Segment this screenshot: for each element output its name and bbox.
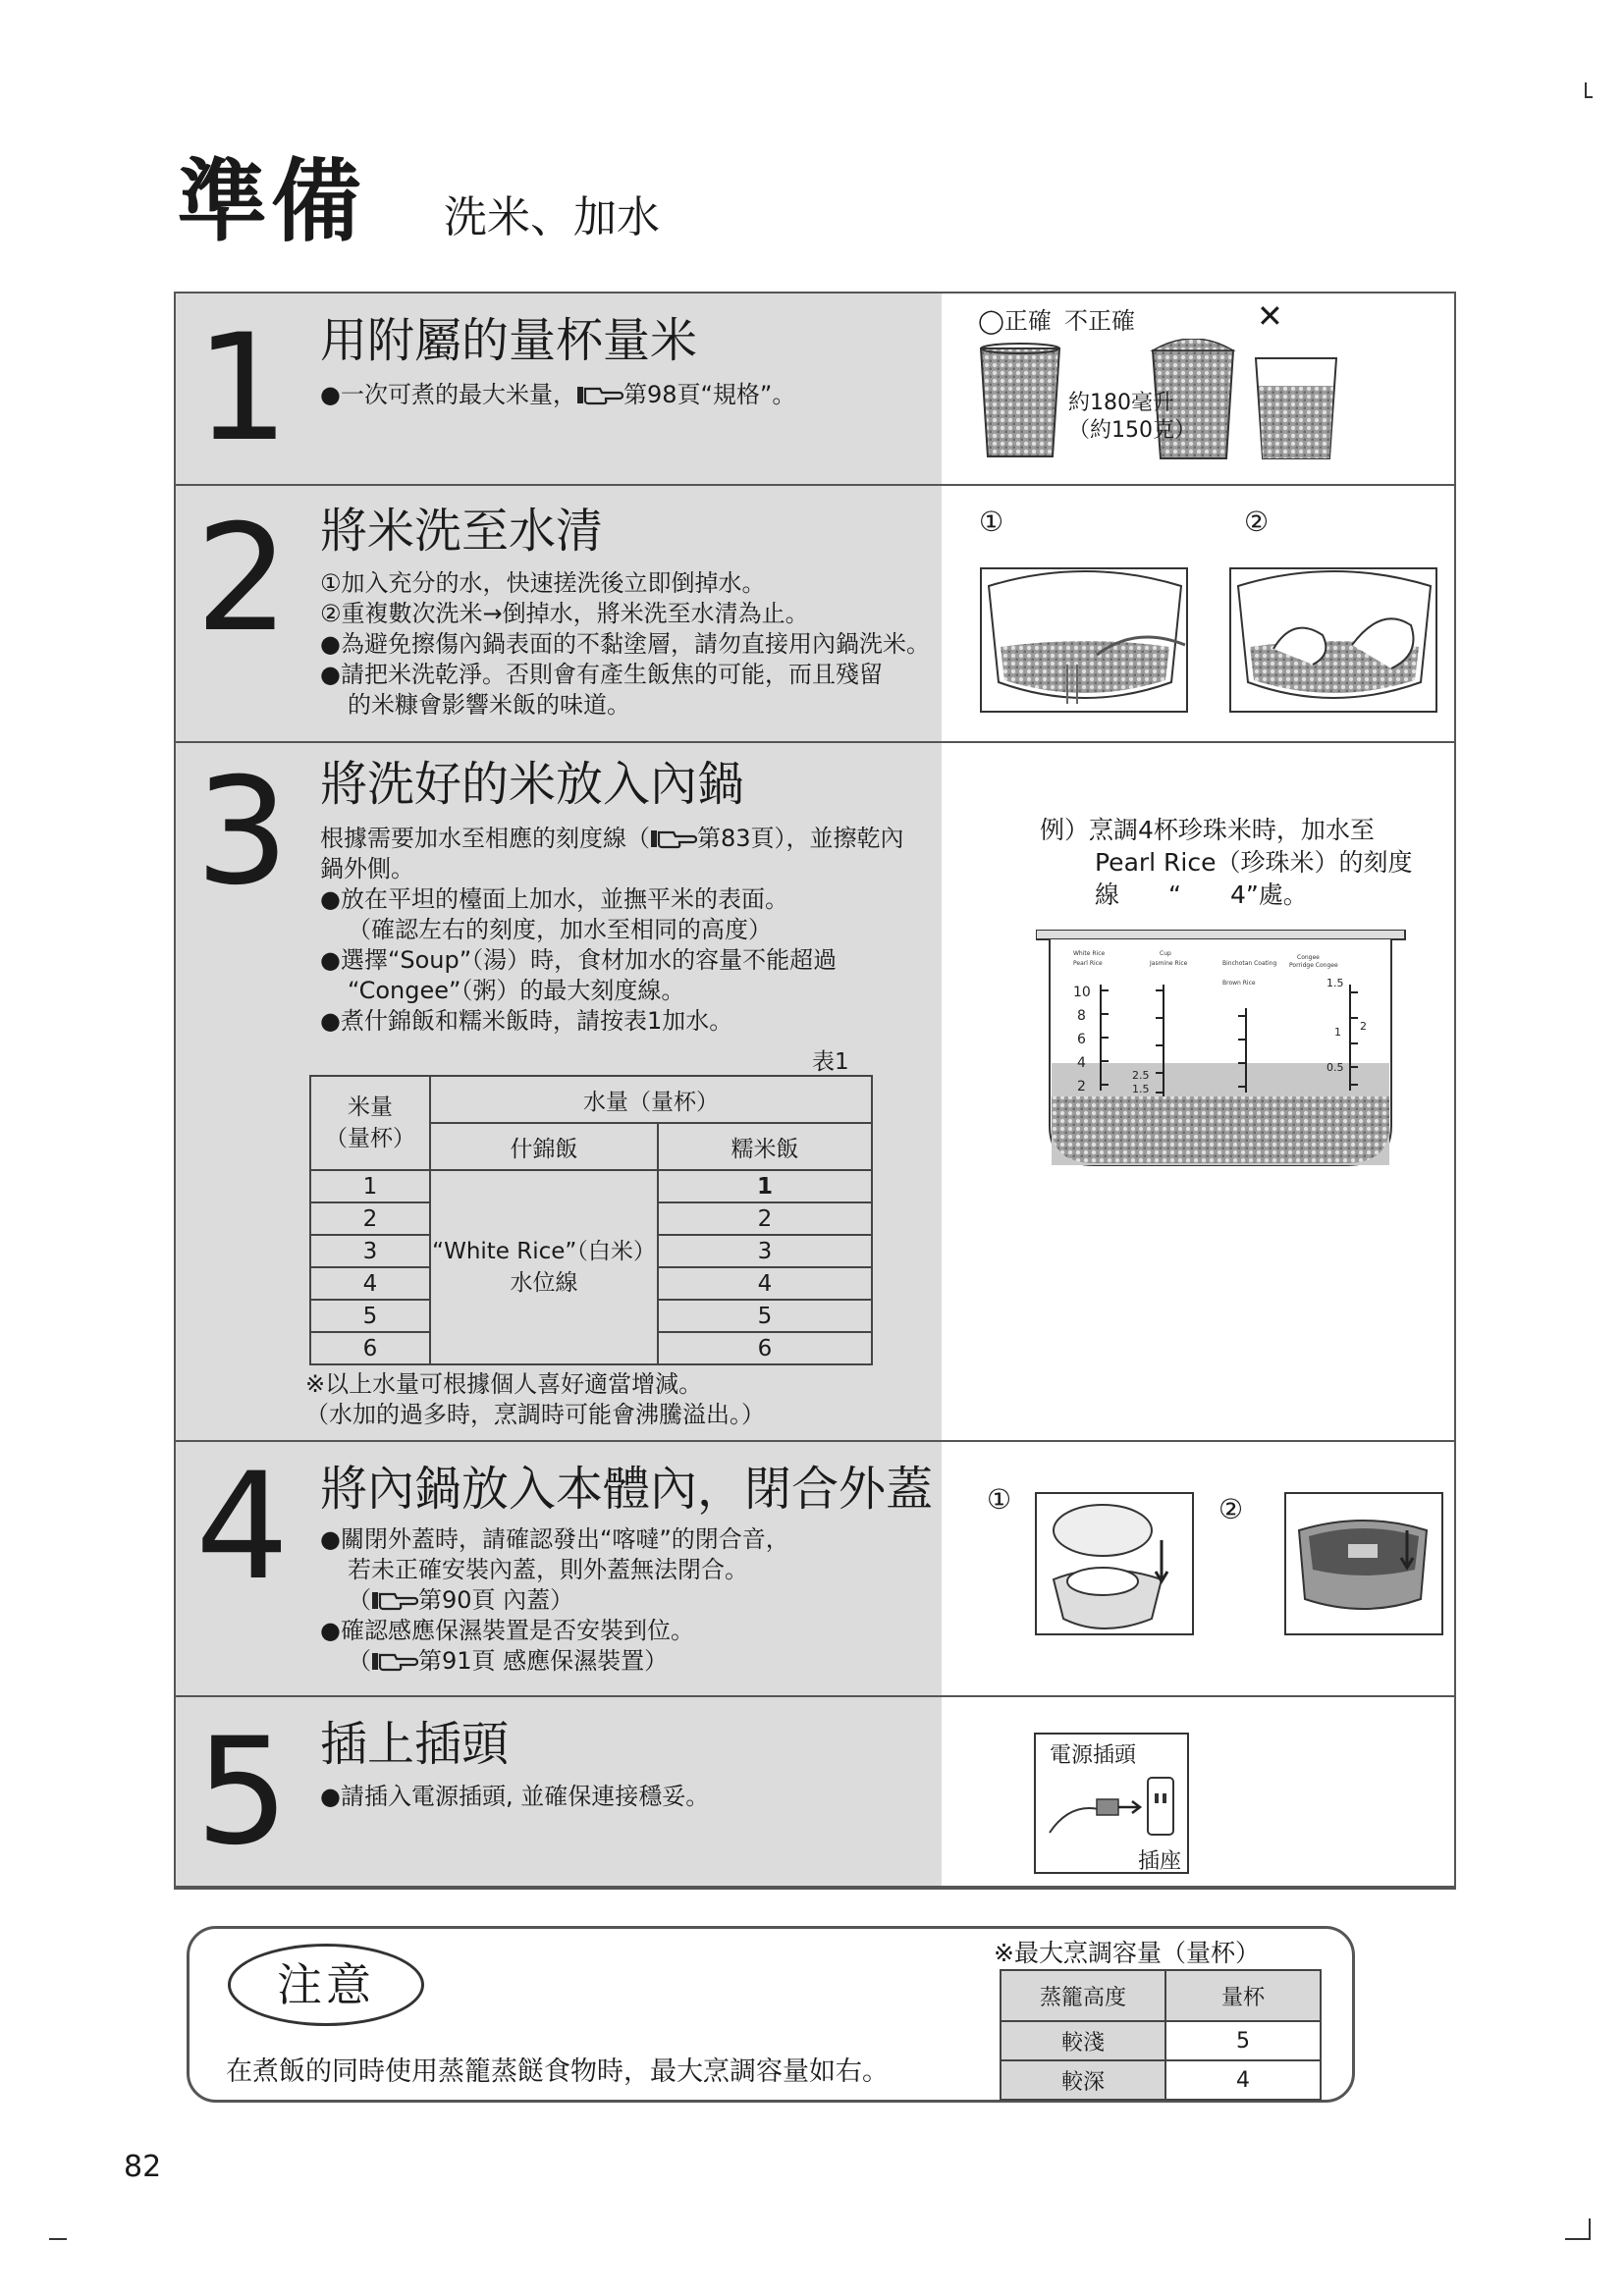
capacity-table (1000, 1969, 1322, 2101)
capacity-cell: 5 (1165, 2021, 1321, 2060)
step-number: 4 (195, 1442, 290, 1613)
scale-label: Porridge Congee (1289, 962, 1338, 969)
scale-label: Congee (1297, 954, 1320, 961)
pointing-hand-icon (371, 1586, 418, 1614)
body-line: 的米糠會影響米飯的味道。 (348, 691, 630, 719)
example-line: 線 “ 4”處。 (1095, 881, 1308, 909)
table-cell: 4 (310, 1267, 430, 1300)
scale-tick: 0.5 (1326, 1061, 1344, 1074)
table-cell: 5 (658, 1300, 872, 1332)
volume-note (1068, 390, 1196, 445)
body-line (320, 1585, 789, 1616)
table-cell: 2 (310, 1202, 430, 1235)
capacity-cell: 較深 (1001, 2060, 1165, 2100)
body-line: ●請插入電源插頭, 並確保連接穩妥。 (320, 1783, 710, 1810)
body-text: 第91頁 感應保濕裝置） (418, 1647, 669, 1675)
correct-label: ◯正確 (978, 307, 1052, 335)
rice-cup-illustration (976, 339, 1447, 476)
scale-label: Cup (1160, 950, 1171, 957)
body-text: 根據需要加水至相應的刻度線（ (320, 825, 650, 852)
scale-tick: 2 (1077, 1079, 1086, 1095)
table-cell: 6 (658, 1332, 872, 1364)
step-heading: 將米洗至水清 (320, 504, 604, 559)
table-caption: 表1 (812, 1049, 849, 1075)
step-5-section (176, 1697, 1454, 1888)
volume-line: （約150克） (1068, 418, 1196, 443)
body-line: 鍋外側。 (320, 855, 414, 882)
capacity-cell: 4 (1165, 2060, 1321, 2100)
scale-tick: 6 (1077, 1032, 1086, 1047)
socket-label: 插座 (1138, 1849, 1182, 1874)
capacity-header: 量杯 (1165, 1970, 1321, 2021)
table-cell: 1 (658, 1170, 872, 1202)
step-heading: 將洗好的米放入內鍋 (320, 757, 745, 812)
closing-lid-illustration (1034, 1491, 1446, 1638)
scale-label: Jasmine Rice (1150, 960, 1188, 967)
scale-tick: 2.5 (1132, 1069, 1150, 1082)
step-2-body (320, 568, 930, 721)
step-heading: 用附屬的量杯量米 (320, 313, 698, 368)
step-marker: ② (1218, 1493, 1244, 1525)
page-subtitle: 洗米、加水 (444, 192, 660, 242)
body-line: ●放在平坦的檯面上加水，並撫平米的表面。 (320, 885, 788, 913)
table-cell: 4 (658, 1267, 872, 1300)
capacity-table-title: ※最大烹調容量（量杯） (994, 1939, 1260, 1967)
body-line (320, 1646, 789, 1677)
step-4-body (320, 1524, 789, 1677)
body-text: 第83頁），並擦乾內 (697, 825, 904, 852)
measuring-cup-figure (976, 297, 1447, 478)
pointing-hand-icon (576, 381, 623, 408)
scale-tick: 4 (1077, 1055, 1086, 1071)
merged-line: “White Rice”（白米） (432, 1239, 656, 1264)
glutinous-rice-header: 糯米飯 (658, 1123, 872, 1170)
incorrect-label: 不正確 (1064, 307, 1135, 335)
merged-line: 水位線 (510, 1270, 578, 1296)
body-line: ●煮什錦飯和糯米飯時，請按表1加水。 (320, 1007, 733, 1035)
body-line: ●關閉外蓋時，請確認發出“喀噠”的閉合音， (320, 1525, 789, 1553)
body-line: “Congee”（粥）的最大刻度線。 (348, 977, 685, 1004)
body-line: ●選擇“Soup”（湯）時，食材加水的容量不能超過 (320, 946, 838, 974)
plug-and-socket-icon (1040, 1764, 1187, 1842)
plug-figure (1034, 1733, 1189, 1874)
capacity-cell: 較淺 (1001, 2021, 1165, 2060)
scale-label: Pearl Rice (1073, 960, 1103, 967)
step-1-section (176, 294, 1454, 486)
capacity-header: 蒸籠高度 (1001, 1970, 1165, 2021)
rice-amount-header: 米量 （量杯） (310, 1076, 430, 1170)
body-line: ●確認感應保濕裝置是否安裝到位。 (320, 1617, 694, 1644)
pointing-hand-icon (371, 1647, 418, 1675)
scale-tick: 1.5 (1132, 1083, 1150, 1095)
body-text: 一次可煮的最大米量， (340, 381, 576, 408)
step-heading: 插上插頭 (320, 1717, 510, 1772)
example-note (1040, 814, 1413, 911)
caution-label: 注意 (228, 1944, 424, 2026)
step-heading: 將內鍋放入本體內，閉合外蓋 (320, 1462, 934, 1517)
water-amount-header: 水量（量杯） (430, 1076, 872, 1123)
step-number: 3 (195, 747, 290, 918)
body-line: （確認左右的刻度，加水至相同的高度） (348, 916, 772, 943)
caution-text: 在煮飯的同時使用蒸籠蒸餸食物時，最大烹調容量如右。 (226, 2056, 889, 2087)
step-3-section (176, 743, 1454, 1442)
table-notes (305, 1369, 765, 1430)
scale-label: Binchotan Coating (1222, 960, 1277, 967)
body-text: 第98頁“規格”。 (623, 381, 796, 408)
bullet: ● (320, 381, 341, 408)
example-line: 例）烹調4杯珍珠米時，加水至 (1040, 816, 1375, 844)
scale-tick: 1 (1334, 1026, 1341, 1039)
step-marker: ① (979, 506, 1004, 538)
note-line: （水加的過多時，烹調時可能會沸騰溢出。） (305, 1401, 765, 1428)
scale-tick: 1.5 (1326, 977, 1344, 989)
step-marker: ① (987, 1483, 1012, 1516)
incorrect-mark: ✕ (1257, 297, 1283, 335)
volume-line: 約180毫升 (1068, 391, 1174, 415)
step-marker: ② (1244, 506, 1270, 538)
mixed-rice-header: 什錦飯 (430, 1123, 658, 1170)
washing-rice-illustration (979, 566, 1440, 714)
step-3-body (320, 824, 904, 1037)
scale-label: White Rice (1073, 950, 1106, 957)
crop-mark (1585, 96, 1593, 98)
pointing-hand-icon (650, 825, 697, 852)
table-cell: 6 (310, 1332, 430, 1364)
table-cell: 1 (310, 1170, 430, 1202)
crop-mark (1565, 2238, 1591, 2240)
crop-mark (1589, 2218, 1591, 2240)
table-cell: 5 (310, 1300, 430, 1332)
crop-mark (49, 2238, 67, 2240)
table-cell: 3 (658, 1235, 872, 1267)
body-line: ●為避免擦傷內鍋表面的不黏塗層，請勿直接用內鍋洗米。 (320, 630, 930, 658)
scale-label: Brown Rice (1222, 980, 1256, 987)
white-rice-merged-cell (430, 1170, 658, 1364)
scale-tick: 2 (1360, 1020, 1367, 1033)
body-text: （ (348, 1647, 371, 1675)
body-text: 第90頁 內蓋） (418, 1586, 574, 1614)
body-line: 若未正確安裝內蓋，則外蓋無法閉合。 (348, 1556, 748, 1583)
scale-tick: 10 (1073, 985, 1091, 1000)
page-number: 82 (124, 2150, 162, 2184)
step-number: 2 (195, 494, 290, 665)
step-number: 5 (195, 1707, 290, 1878)
table-cell: 2 (658, 1202, 872, 1235)
plug-label: 電源插頭 (1050, 1743, 1137, 1768)
note-line: ※以上水量可根據個人喜好適當增減。 (305, 1370, 703, 1398)
body-text: （ (348, 1586, 371, 1614)
example-line: Pearl Rice（珍珠米）的刻度 (1095, 848, 1413, 877)
table-cell: 3 (310, 1235, 430, 1267)
step-number: 1 (195, 303, 290, 474)
page-title: 準備 (177, 149, 366, 254)
step-2-section (176, 486, 1454, 743)
body-line (320, 824, 904, 854)
step-4-section (176, 1442, 1454, 1697)
water-table (309, 1075, 873, 1365)
scale-tick: 8 (1077, 1008, 1086, 1024)
step-5-body (320, 1782, 709, 1812)
body-line: ①加入充分的水，快速搓洗後立即倒掉水。 (320, 569, 766, 597)
inner-pot-scale-illustration (1036, 930, 1409, 1175)
body-line: ●請把米洗乾淨。否則會有產生飯焦的可能，而且殘留 (320, 661, 883, 688)
body-line: ②重複數次洗米→倒掉水，將米洗至水清為止。 (320, 600, 809, 627)
step-1-body (320, 380, 795, 410)
